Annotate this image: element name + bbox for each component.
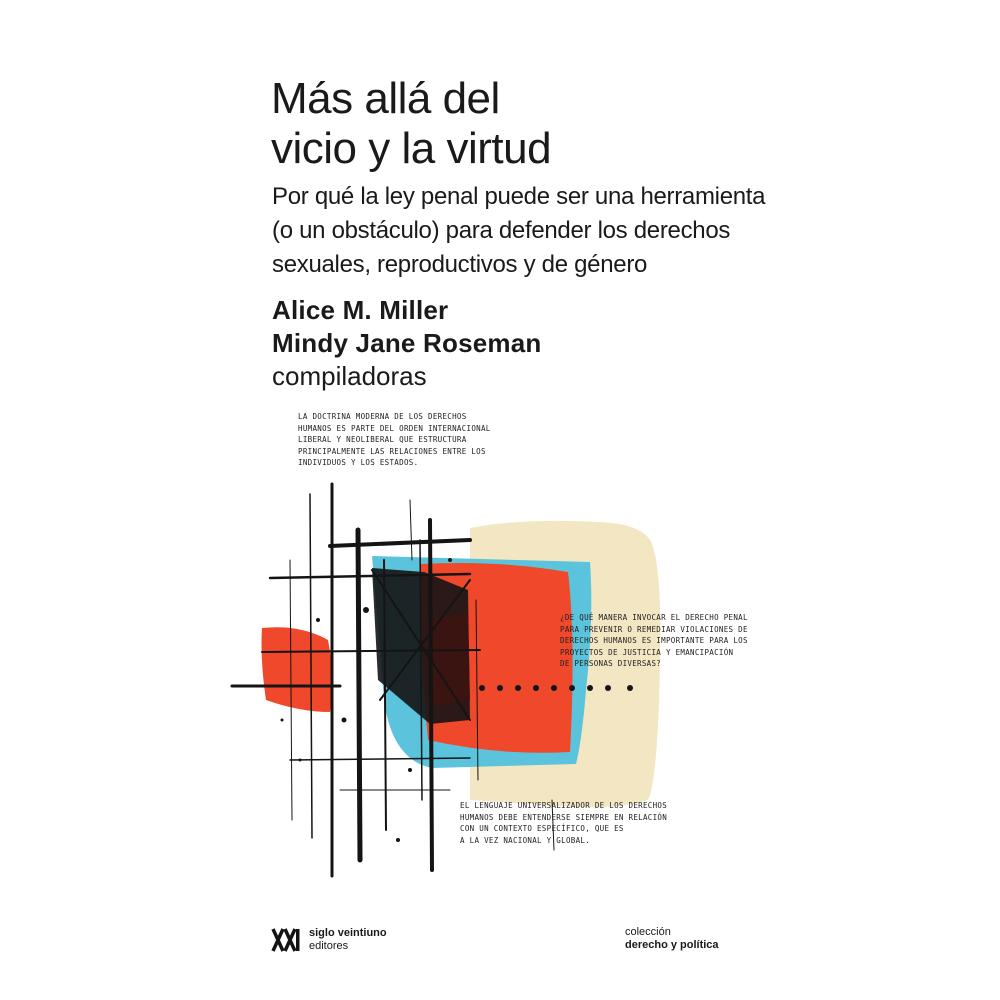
publisher-block bbox=[271, 925, 387, 955]
red-shape-small bbox=[262, 627, 333, 712]
author-2: Mindy Jane Roseman bbox=[272, 328, 542, 358]
note-bottom-line: HUMANOS DEBE ENTENDERSE SIEMPRE EN RELACIÓN bbox=[460, 812, 668, 822]
cover-title bbox=[271, 74, 871, 174]
title-line-1: Más allá del bbox=[271, 74, 500, 123]
note-bottom-line: EL LENGUAJE UNIVERSALIZADOR DE LOS DERECHOS bbox=[460, 801, 668, 810]
publisher-sub: editores bbox=[309, 940, 349, 952]
dotted-line bbox=[479, 685, 633, 691]
note-top-line: LA DOCTRINA MODERNA DE LOS DERECHOS bbox=[298, 412, 467, 421]
note-top-line: LIBERAL Y NEOLIBERAL QUE ESTRUCTURA bbox=[298, 435, 467, 444]
note-bottom bbox=[460, 800, 667, 846]
note-middle-line: DERECHOS HUMANOS ES IMPORTANTE PARA LOS bbox=[560, 636, 748, 645]
title-line-2: vicio y la virtud bbox=[271, 124, 552, 173]
note-top-line: PRINCIPALMENTE LAS RELACIONES ENTRE LOS bbox=[298, 446, 486, 456]
note-top-line: INDIVIDUOS Y LOS ESTADOS. bbox=[298, 458, 419, 467]
note-middle-line: ¿DE QUÉ MANERA INVOCAR EL DERECHO PENAL bbox=[560, 613, 748, 622]
note-middle-line: DE PERSONAS DIVERSAS? bbox=[560, 659, 662, 668]
note-middle-line: PROYECTOS DE JUSTICIA Y EMANCIPACIÓN bbox=[560, 647, 734, 657]
author-role: compiladoras bbox=[272, 361, 427, 391]
note-middle-line: PARA PREVENIR O REMEDIAR VIOLACIONES DE bbox=[560, 624, 748, 634]
note-top bbox=[298, 411, 491, 469]
collection-name: derecho y política bbox=[625, 939, 719, 951]
subtitle-line-1: Por qué la ley penal puede ser una herramienta bbox=[272, 183, 766, 210]
note-bottom-line: CON UN CONTEXTO ESPECÍFICO, QUE ES bbox=[460, 824, 624, 833]
author-1: Alice M. Miller bbox=[272, 295, 449, 325]
subtitle-line-3: sexuales, reproductivos y de género bbox=[272, 251, 648, 278]
cover-subtitle bbox=[272, 180, 892, 282]
collection-block bbox=[625, 926, 719, 952]
note-top-line: HUMANOS ES PARTE DEL ORDEN INTERNACIONAL bbox=[298, 423, 491, 433]
note-middle bbox=[560, 612, 748, 670]
collection-label: colección bbox=[625, 926, 671, 938]
publisher-name: siglo veintiuno bbox=[309, 927, 387, 939]
note-bottom-line: A LA VEZ NACIONAL Y GLOBAL. bbox=[460, 835, 591, 845]
sxxi-logo-icon bbox=[271, 925, 301, 955]
authors-block bbox=[272, 294, 541, 393]
subtitle-line-2: (o un obstáculo) para defender los derechos bbox=[272, 217, 731, 244]
